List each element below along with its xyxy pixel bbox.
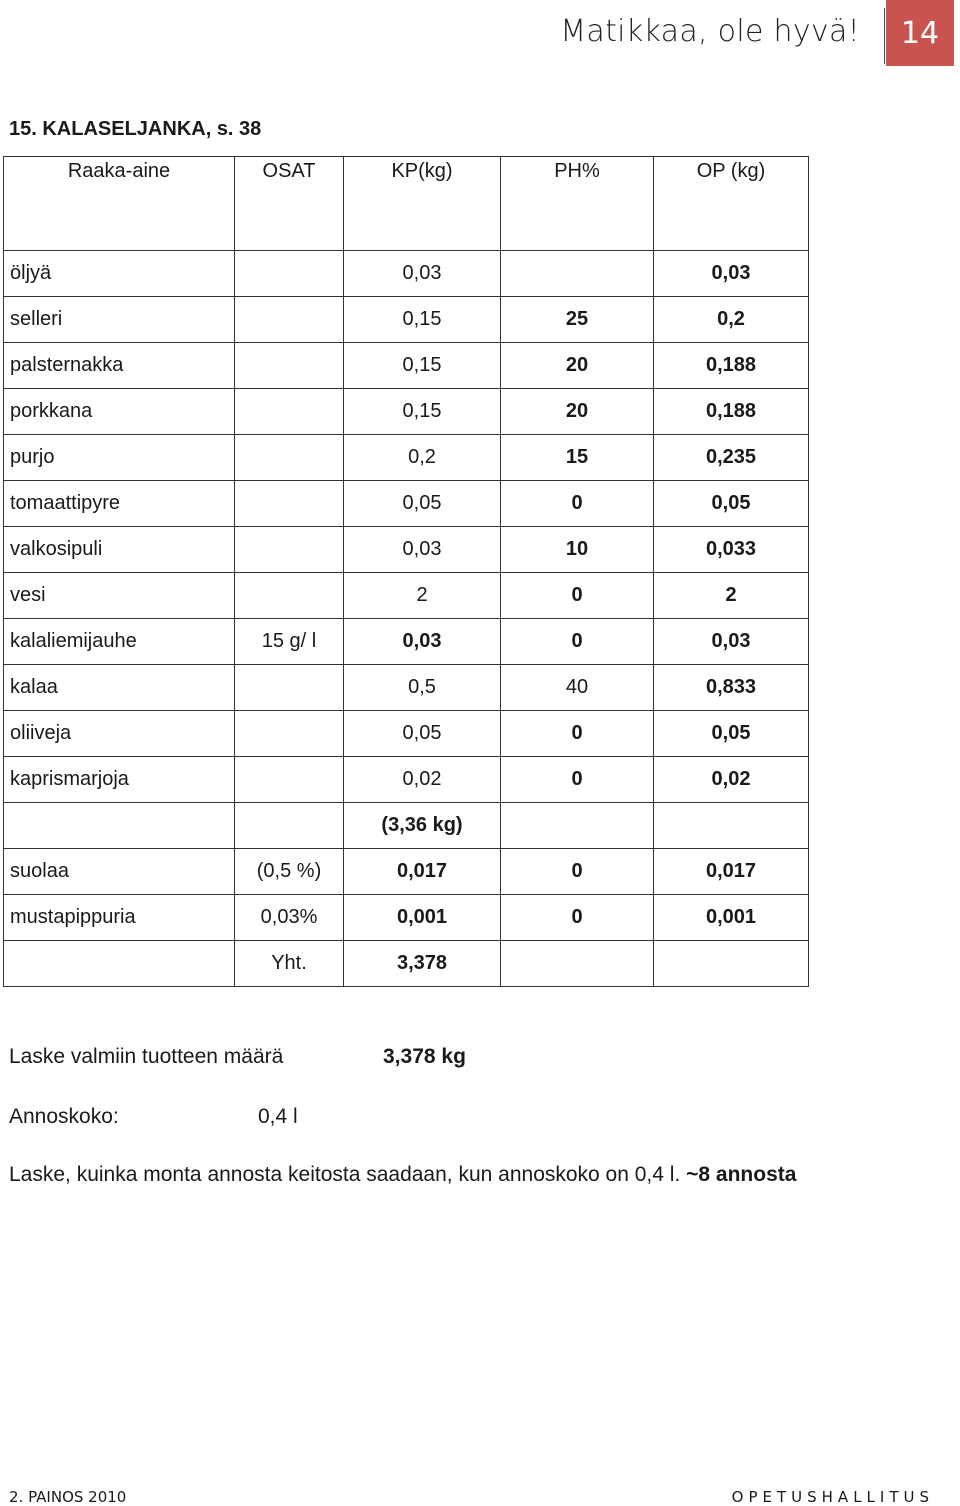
osat-cell (235, 481, 344, 527)
ph-cell: 0 (501, 711, 654, 757)
ingredient-cell: tomaattipyre (4, 481, 235, 527)
section-title: 15. KALASELJANKA, s. 38 (9, 118, 262, 140)
table-header-row (4, 157, 809, 251)
osat-cell: Yht. (235, 941, 344, 987)
kp-cell: 0,15 (344, 297, 501, 343)
table-row (4, 941, 809, 987)
table-row (4, 343, 809, 389)
osat-cell (235, 389, 344, 435)
ph-cell: 10 (501, 527, 654, 573)
kp-cell: 3,378 (344, 941, 501, 987)
kp-cell: 0,02 (344, 757, 501, 803)
question-answer: ~8 annosta (686, 1163, 797, 1186)
osat-cell (235, 711, 344, 757)
kp-cell: 0,03 (344, 527, 501, 573)
kp-cell: 0,05 (344, 711, 501, 757)
op-cell: 0,02 (654, 757, 809, 803)
table-row (4, 297, 809, 343)
ingredient-table (3, 156, 809, 987)
result-value: 3,378 kg (383, 1045, 466, 1068)
op-cell: 0,833 (654, 665, 809, 711)
column-header: OP (kg) (654, 157, 809, 251)
table-row (4, 849, 809, 895)
ph-cell: 0 (501, 481, 654, 527)
op-cell (654, 941, 809, 987)
ph-cell: 0 (501, 849, 654, 895)
ingredient-cell: kaprismarjoja (4, 757, 235, 803)
ph-cell: 0 (501, 757, 654, 803)
ingredient-cell: valkosipuli (4, 527, 235, 573)
table-row (4, 527, 809, 573)
ph-cell: 20 (501, 389, 654, 435)
portion-value: 0,4 l (258, 1105, 298, 1128)
column-header: Raaka-aine (4, 157, 235, 251)
osat-cell (235, 803, 344, 849)
ph-cell: 0 (501, 619, 654, 665)
op-cell: 0,188 (654, 389, 809, 435)
osat-cell: 15 g/ l (235, 619, 344, 665)
osat-cell (235, 573, 344, 619)
op-cell: 2 (654, 573, 809, 619)
question-line (9, 1163, 796, 1187)
ingredient-cell: kalaliemijauhe (4, 619, 235, 665)
ingredient-cell: öljyä (4, 251, 235, 297)
ingredient-cell: purjo (4, 435, 235, 481)
ingredient-cell: vesi (4, 573, 235, 619)
footer-edition: 2. PAINOS 2010 (9, 1488, 127, 1506)
footer-publisher: OPETUSHALLITUS (731, 1488, 934, 1506)
column-header: KP(kg) (344, 157, 501, 251)
table-row (4, 711, 809, 757)
ingredient-cell: oliiveja (4, 711, 235, 757)
table-row (4, 251, 809, 297)
osat-cell (235, 343, 344, 389)
question-text: Laske, kuinka monta annosta keitosta saadaan, kun annoskoko on 0,4 l. (9, 1163, 687, 1186)
ingredient-cell (4, 941, 235, 987)
op-cell (654, 803, 809, 849)
ingredient-cell: porkkana (4, 389, 235, 435)
column-header: PH% (501, 157, 654, 251)
ph-cell: 40 (501, 665, 654, 711)
table-row (4, 665, 809, 711)
kp-cell: 0,017 (344, 849, 501, 895)
kp-cell: 0,03 (344, 619, 501, 665)
op-cell: 0,001 (654, 895, 809, 941)
osat-cell (235, 665, 344, 711)
kp-cell: 0,15 (344, 389, 501, 435)
op-cell: 0,05 (654, 481, 809, 527)
osat-cell (235, 757, 344, 803)
table-body (4, 251, 809, 987)
table-row (4, 573, 809, 619)
page-number-badge: 14 (886, 0, 954, 66)
kp-cell: 0,5 (344, 665, 501, 711)
op-cell: 0,2 (654, 297, 809, 343)
op-cell: 0,235 (654, 435, 809, 481)
kp-cell: 0,2 (344, 435, 501, 481)
table-row (4, 895, 809, 941)
table-row (4, 619, 809, 665)
osat-cell (235, 527, 344, 573)
ph-cell (501, 941, 654, 987)
kp-cell: 0,05 (344, 481, 501, 527)
ingredient-cell: suolaa (4, 849, 235, 895)
ph-cell: 0 (501, 573, 654, 619)
osat-cell: 0,03% (235, 895, 344, 941)
ph-cell (501, 251, 654, 297)
op-cell: 0,033 (654, 527, 809, 573)
header-divider (884, 8, 885, 64)
table-row (4, 803, 809, 849)
ingredient-cell: selleri (4, 297, 235, 343)
kp-cell: 0,15 (344, 343, 501, 389)
table-row (4, 481, 809, 527)
kp-cell: 2 (344, 573, 501, 619)
ingredient-cell (4, 803, 235, 849)
ph-cell: 15 (501, 435, 654, 481)
table-row (4, 757, 809, 803)
osat-cell (235, 435, 344, 481)
portion-label: Annoskoko: (9, 1105, 119, 1128)
kp-cell: 0,001 (344, 895, 501, 941)
ingredient-cell: palsternakka (4, 343, 235, 389)
table-row (4, 389, 809, 435)
table-row (4, 435, 809, 481)
osat-cell: (0,5 %) (235, 849, 344, 895)
op-cell: 0,017 (654, 849, 809, 895)
op-cell: 0,03 (654, 619, 809, 665)
osat-cell (235, 297, 344, 343)
op-cell: 0,03 (654, 251, 809, 297)
ph-cell: 25 (501, 297, 654, 343)
kp-cell: (3,36 kg) (344, 803, 501, 849)
ph-cell: 0 (501, 895, 654, 941)
header-title: Matikkaa, ole hyvä! (560, 14, 860, 49)
op-cell: 0,05 (654, 711, 809, 757)
column-header: OSAT (235, 157, 344, 251)
osat-cell (235, 251, 344, 297)
kp-cell: 0,03 (344, 251, 501, 297)
op-cell: 0,188 (654, 343, 809, 389)
ph-cell (501, 803, 654, 849)
ph-cell: 20 (501, 343, 654, 389)
ingredient-cell: mustapippuria (4, 895, 235, 941)
result-label: Laske valmiin tuotteen määrä (9, 1045, 284, 1068)
ingredient-cell: kalaa (4, 665, 235, 711)
